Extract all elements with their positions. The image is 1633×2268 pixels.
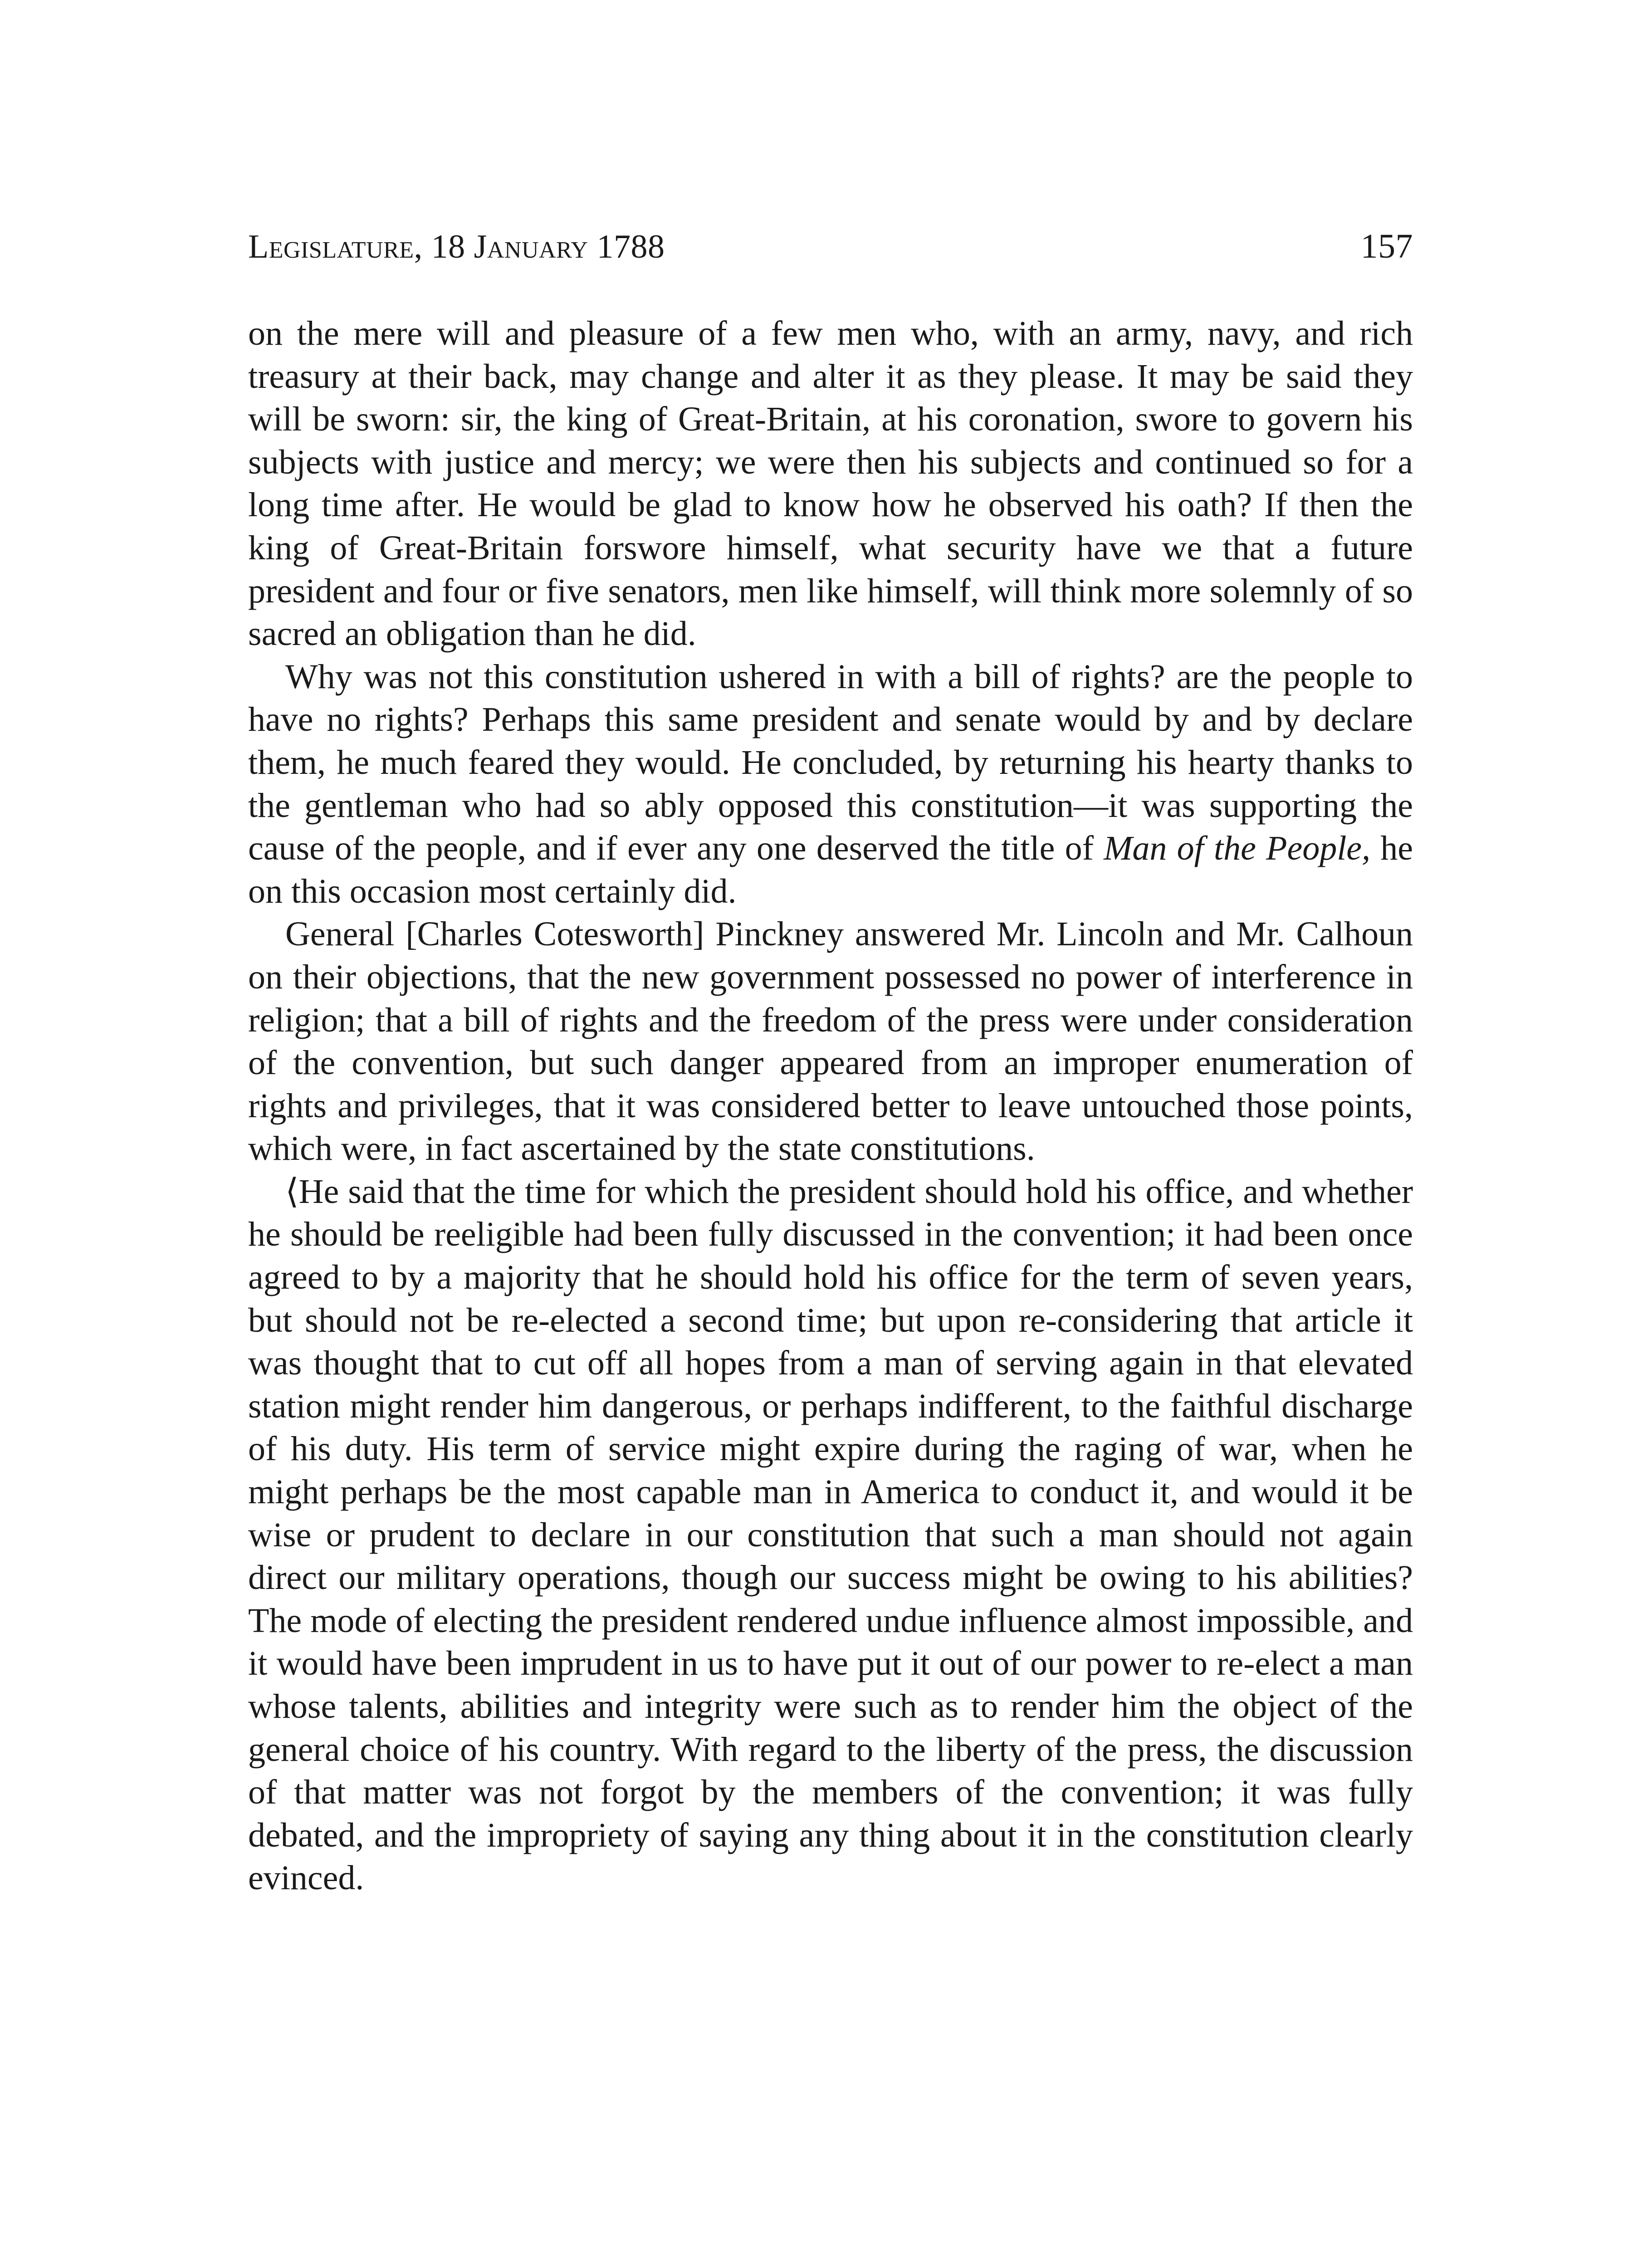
running-head	[248, 221, 1413, 271]
italic-title: Man of the People,	[1104, 829, 1371, 868]
paragraph-oath: on the mere will and pleasure of a few men who, with an army, navy, and rich treasury at their back, may change and alter it as they please. It may be said they will be sworn: sir, the king of Great-Britain, at his coronation, swore to govern his subjects with justice and mercy; we were then his subjects and continued so for a long time after. He would be glad to know how he observed his oath? If then the king of Great-Britain forswore himself, what security have we that a future president and four or five senators, men like himself, will think more solemnly of so sacred an obligation than he did.	[248, 314, 1413, 653]
body-text	[248, 312, 1413, 1900]
paragraph-text: Why was not this constitution ushered in with a bill of rights? are the people to have no rights? Perhaps this same president and senate would by and by declare them, he much feared they would. He concluded, by returning his hearty thanks to the gentleman who had so ably opposed this constitution—it was supporting the cause of the people, and if ever any one deserved the title of	[248, 657, 1413, 868]
page-number: 157	[1360, 227, 1413, 265]
running-title: Legislature, 18 January 1788	[248, 228, 665, 265]
paragraph-text: he on this occasion most certainly did.	[248, 829, 1413, 910]
paragraph-pinckney: General [Charles Cotesworth] Pinckney answered Mr. Lincoln and Mr. Calhoun on their objections, that the new government possessed no power of interference in religion; that a bill of rights and the freedom of the press were under consideration of the convention, but such danger appeared from an improper enumeration of rights and privileges, that it was considered better to leave untouched those points, which were, in fact ascertained by the state constitutions.	[248, 915, 1413, 1168]
paragraph-bill-of-rights	[248, 655, 1413, 913]
paragraph-president-term: ⟨He said that the time for which the president should hold his office, and whether he should be reeligible had been fully discussed in the convention; it had been once agreed to by a majority that he should hold his office for the term of seven years, but should not be re-elected a second time; but upon re-considering that article it was thought that to cut off all hopes from a man of serving again in that elevated station might render him dangerous, or perhaps indifferent, to the faithful discharge of his duty. His term of service might expire during the raging of war, when he might perhaps be the most capable man in America to conduct it, and would it be wise or prudent to declare in our constitution that such a man should not again direct our military operations, though our success might be owing to his abilities? The mode of electing the president rendered undue influence almost impossible, and it would have been imprudent in us to have put it out of our power to re-elect a man whose talents, abilities and integrity were such as to render him the object of the general choice of his country. With regard to the liberty of the press, the discussion of that matter was not forgot by the members of the convention; it was fully debated, and the impropriety of saying any thing about it in the constitution clearly evinced.	[248, 1172, 1413, 1897]
